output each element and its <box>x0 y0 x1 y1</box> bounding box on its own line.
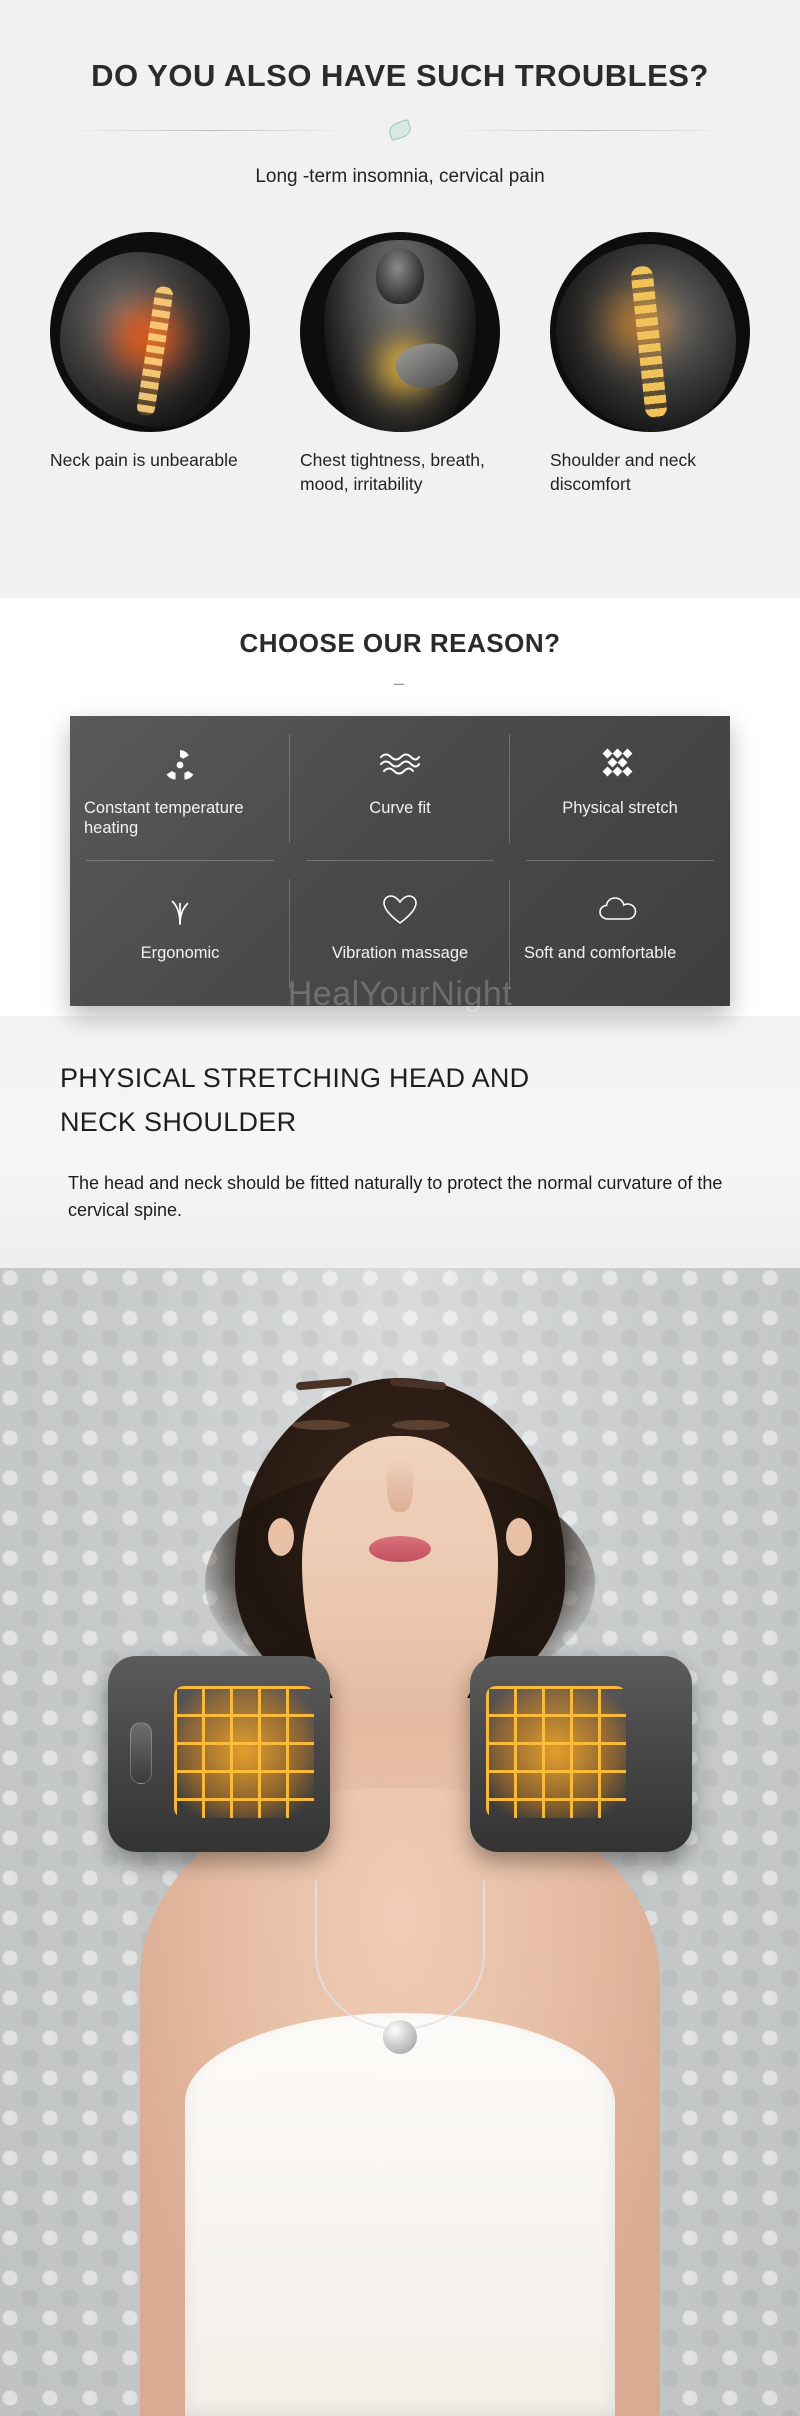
model-ear-left <box>268 1518 294 1556</box>
troubles-card <box>550 232 750 496</box>
stretching-title-line2: NECK SHOULDER <box>60 1107 297 1137</box>
troubles-section <box>0 0 800 598</box>
radiation-heat-icon <box>163 738 197 792</box>
troubles-card-caption: Neck pain is unbearable <box>50 450 238 470</box>
reason-section <box>0 598 800 1016</box>
heart-outline-icon <box>381 883 419 937</box>
necklace-pendant <box>383 2020 417 2054</box>
heating-grid-glow <box>486 1686 626 1818</box>
heating-grid-glow <box>174 1686 314 1818</box>
page-title: DO YOU ALSO HAVE SUCH TROUBLES? <box>91 58 709 93</box>
model-ear-right <box>506 1518 532 1556</box>
diamond-grid-icon <box>600 738 640 792</box>
feature-cell-physical-stretch <box>510 716 730 861</box>
troubles-card <box>50 232 250 496</box>
cloud-outline-icon <box>597 883 643 937</box>
feature-label: Constant temperature heating <box>84 799 244 837</box>
divider-line-right <box>450 130 730 131</box>
illustration-head <box>376 248 424 304</box>
model-nose <box>387 1458 413 1512</box>
model-lips <box>369 1536 431 1562</box>
stretching-title-line1: PHYSICAL STRETCHING HEAD AND <box>60 1063 530 1093</box>
feature-label: Ergonomic <box>140 944 220 962</box>
troubles-subtitle: Long -term insomnia, cervical pain <box>255 166 545 187</box>
massage-pillow-left <box>108 1656 330 1852</box>
reason-title: CHOOSE OUR REASON? <box>239 628 561 658</box>
feature-panel <box>70 716 730 1013</box>
troubles-card-caption: Chest tightness, breath, mood, irritability <box>300 450 485 494</box>
troubles-card <box>300 232 500 496</box>
neck-pain-illustration <box>50 232 250 432</box>
model-top-garment <box>185 2013 615 2416</box>
stretching-section <box>0 1016 800 1268</box>
model-eye-right <box>392 1420 450 1430</box>
wave-lines-icon <box>378 738 422 792</box>
troubles-card-caption: Shoulder and neck discomfort <box>550 450 696 494</box>
model-eye-left <box>292 1420 350 1430</box>
feature-cell-soft-comfortable <box>510 861 730 1006</box>
ornamental-divider <box>70 120 730 140</box>
troubles-card-list <box>0 232 800 496</box>
chest-tightness-illustration <box>300 232 500 432</box>
shoulder-neck-illustration <box>550 232 750 432</box>
feature-cell-heating <box>70 716 290 861</box>
model-necklace <box>315 1880 485 2030</box>
feature-label: Physical stretch <box>562 799 678 817</box>
feature-label: Soft and comfortable <box>524 944 677 962</box>
feature-cell-curve-fit <box>290 716 510 861</box>
feature-cell-vibration-massage <box>290 861 510 1006</box>
feature-label: Vibration massage <box>331 944 469 962</box>
leaf-icon <box>387 119 413 141</box>
massage-pillow-right <box>470 1656 692 1852</box>
product-photo <box>0 1268 800 2416</box>
feature-label: Curve fit <box>369 799 431 817</box>
grass-sprout-icon <box>163 883 197 937</box>
reason-dash: – <box>393 673 406 693</box>
feature-cell-ergonomic <box>70 861 290 1006</box>
stretching-body-text: The head and neck should be fitted naturally to protect the normal curvature of the cervical spine. <box>68 1173 723 1220</box>
brand-watermark: HealYourNight <box>287 975 513 1013</box>
divider-line-left <box>70 130 350 131</box>
feature-grid <box>70 716 730 1006</box>
pillow-control-button <box>130 1722 152 1784</box>
